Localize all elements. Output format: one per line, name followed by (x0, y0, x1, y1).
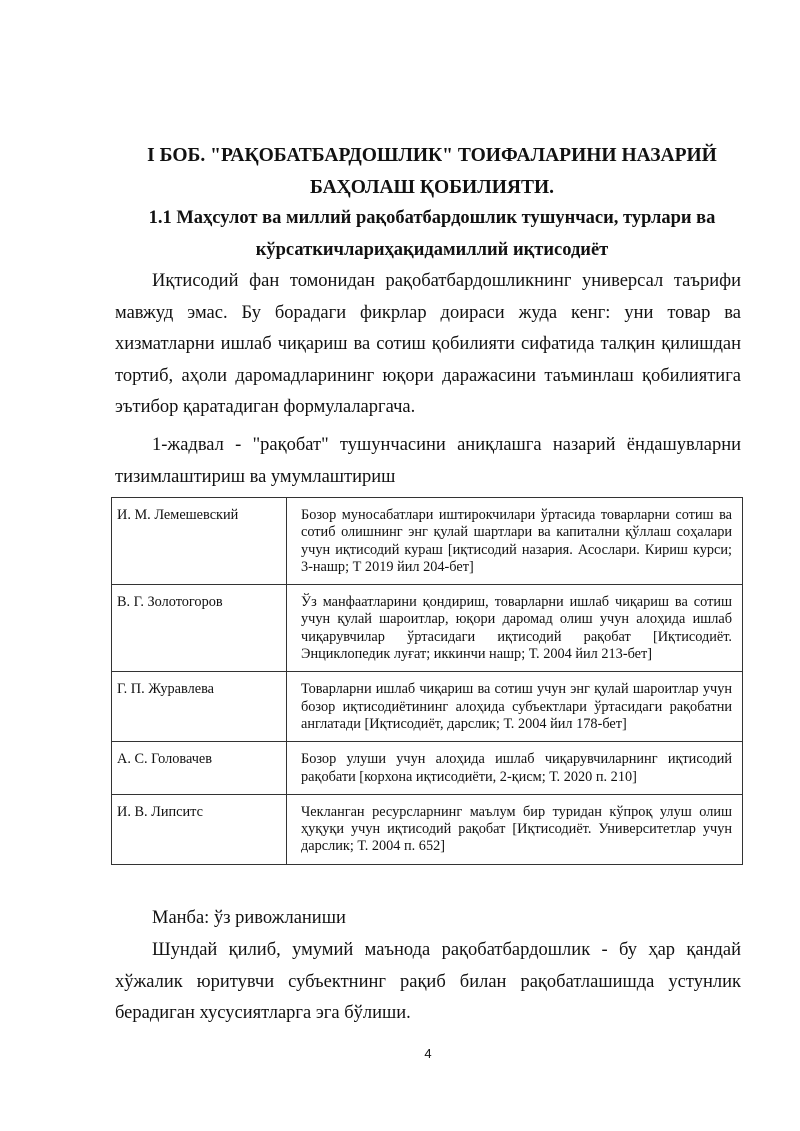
definitions-table (111, 497, 743, 865)
definition-cell: Товарларни ишлаб чиқариш ва сотиш учун энг қулай шароитлар учун бозор иқтисодиётининг алоҳида субъектлари ўртасидаги рақобатни англатади [Иқтисодиёт, дарслик; Т. 2004 йил 178-бет] (287, 672, 743, 742)
section-title-line-2: кўрсаткичлариҳақидамиллий иқтисодиёт (255, 240, 609, 260)
table-caption: 1-жадвал - "рақобат" тушунчасини аниқлашга назарий ёндашувларни тизимлаштириш ва умумлаштириш (115, 435, 741, 487)
section-title (100, 202, 764, 266)
author-cell: В. Г. Золотогоров (112, 585, 287, 672)
page-number: 4 (424, 1046, 432, 1061)
author-cell: Г. П. Журавлева (112, 672, 287, 742)
table-row (112, 794, 743, 864)
conclusion-paragraph: Шундай қилиб, умумий маънода рақобатбардошлик - бу ҳар қандай хўжалик юритувчи субъектнинг рақиб билан рақобатлашишда устунлик берадиган хусусиятларга эга бўлиши. (115, 940, 741, 1023)
author-cell: И. М. Лемешевский (112, 498, 287, 585)
author-cell: И. В. Липситс (112, 794, 287, 864)
definition-cell: Бозор муносабатлари иштирокчилари ўртасида товарларни сотиш ва сотиб олишнинг энг қулай шартлари ва капитални қўллаш соҳалари учун иқтисодий кураш [иқтисодий назария. Асослари. Кириш курси; 3-нашр; Т 2019 йил 204-бет] (287, 498, 743, 585)
table-row (112, 498, 743, 585)
table-row (112, 585, 743, 672)
chapter-title (100, 140, 764, 204)
intro-paragraph: Иқтисодий фан томонидан рақобатбардошликнинг универсал таърифи мавжуд эмас. Бу борадаги фикрлар доираси жуда кенг: уни товар ва хизматларни ишлаб чиқариш ва сотиш қобилияти сифатида талқин қилишдан тортиб, аҳоли даромадларининг юқори даражасини таъминлаш қобилиятига эътибор қаратадиган формулаларгача. (115, 271, 741, 417)
chapter-title-line-2: БАҲОЛАШ ҚОБИЛИЯТИ. (309, 177, 555, 198)
table-row (112, 672, 743, 742)
table-row (112, 742, 743, 795)
definition-cell: Ўз манфаатларини қондириш, товарларни ишлаб чиқариш ва сотиш учун қулай шароитлар, юқори даромад олиш учун алоҳида ишлаб чиқарувчилар ўртасидаги иқтисодий рақобат [Иқтисодиёт. Энциклопедик луғат; иккинчи нашр; Т. 2004 йил 213-бет] (287, 585, 743, 672)
chapter-title-line-1: I БОБ. "РАҚОБАТБАРДОШЛИК" ТОИФАЛАРИНИ НАЗАРИЙ (147, 145, 717, 166)
source-note: Манба: ўз ривожланиши (152, 908, 346, 928)
definition-cell: Чекланган ресурсларнинг маълум бир туридан кўпроқ улуш олиш ҳуқуқи учун иқтисодий рақобат [Иқтисодиёт. Университетлар учун дарслик; Т. 2004 п. 652] (287, 794, 743, 864)
section-title-line-1: 1.1 Маҳсулот ва миллий рақобатбардошлик тушунчаси, турлари ва (148, 208, 716, 228)
author-cell: А. С. Головачев (112, 742, 287, 795)
definition-cell: Бозор улуши учун алоҳида ишлаб чиқарувчиларнинг иқтисодий рақобати [корхона иқтисодиёти, 2-қисм; Т. 2020 п. 210] (287, 742, 743, 795)
